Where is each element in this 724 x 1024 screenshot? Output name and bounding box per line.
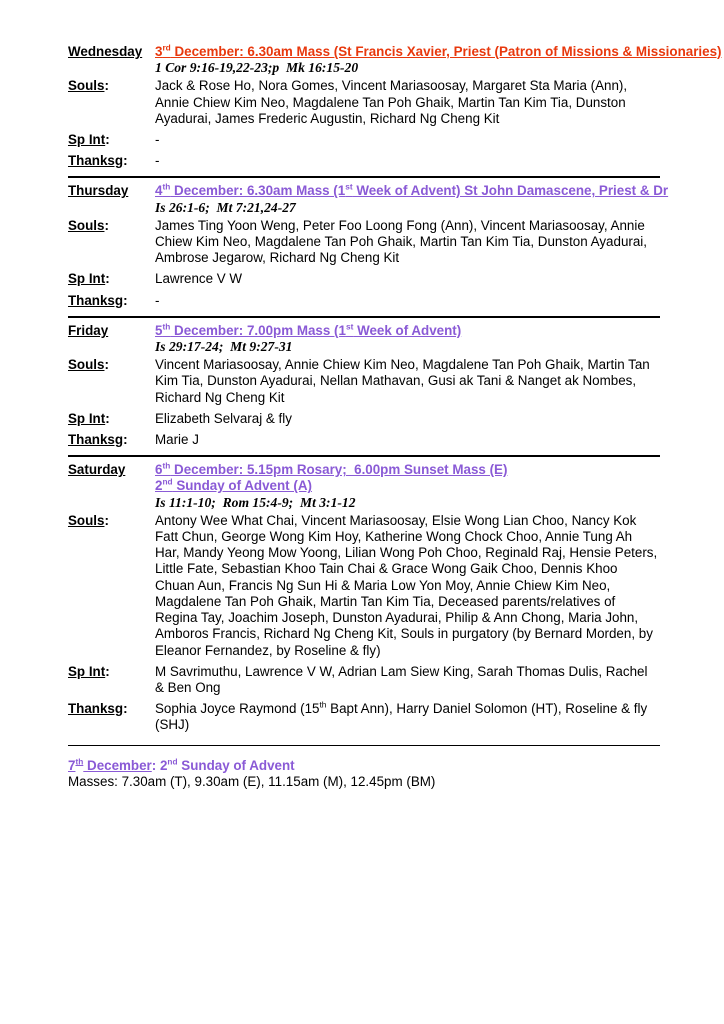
day-label: Saturday	[68, 462, 126, 478]
mass-heading-line: 2nd Sunday of Advent (A)	[155, 477, 312, 494]
schedule-row	[68, 664, 660, 696]
schedule-row	[68, 513, 660, 659]
schedule-row	[68, 132, 660, 148]
section-heading-row	[68, 323, 660, 355]
schedule-section	[68, 42, 722, 178]
mass-heading-line: 6th December: 5.15pm Rosary; 6.00pm Sunset Mass (E)	[155, 460, 508, 478]
section-rows	[68, 357, 660, 448]
section-divider	[68, 316, 660, 318]
section-rows	[68, 218, 660, 309]
row-label: Souls:	[68, 512, 109, 528]
schedule-row	[68, 271, 660, 287]
section-rows	[68, 78, 660, 169]
row-label: Thanksg:	[68, 701, 128, 717]
section-divider	[68, 455, 660, 457]
section-divider	[68, 745, 660, 746]
mass-heading	[155, 323, 660, 355]
mass-heading	[155, 462, 660, 511]
schedule-row	[68, 357, 660, 406]
row-label: Sp Int:	[68, 132, 110, 148]
mass-heading-line: 5th December: 7.00pm Mass (1st Week of Advent)	[155, 321, 462, 338]
schedule-section	[68, 462, 660, 745]
schedule-section	[68, 181, 669, 317]
scripture-reference: Is 29:17-24; Mt 9:27-31	[155, 339, 293, 355]
row-label: Sp Int:	[68, 271, 110, 287]
row-label: Thanksg:	[68, 292, 128, 308]
scripture-reference: Is 26:1-6; Mt 7:21,24-27	[155, 199, 296, 215]
row-label: Sp Int:	[68, 410, 110, 426]
mass-heading-line: 3rd December: 6.30am Mass (St Francis Xavier, Priest (Patron of Missions & Missionaries)	[155, 42, 722, 59]
section-divider	[68, 176, 660, 178]
row-value: Vincent Mariasoosay, Annie Chiew Kim Neo, Magdalene Tan Poh Ghaik, Martin Tan Kim Tia, Dunston Ayadurai, Nellan Mathavan, Gusi ak Tani & Nanget ak Nombes, Richard Ng Cheng Kit	[155, 357, 654, 405]
row-label: Sp Int:	[68, 663, 110, 679]
section-rows	[68, 513, 660, 734]
schedule-row	[68, 78, 660, 127]
schedule-row	[68, 411, 660, 427]
section-heading-row	[68, 42, 722, 76]
day-label: Wednesday	[68, 44, 143, 59]
row-label: Thanksg:	[68, 153, 128, 169]
sections-container	[68, 42, 722, 746]
schedule-row	[68, 701, 660, 733]
row-label: Souls:	[68, 217, 109, 233]
scripture-reference: Is 11:1-10; Rom 15:4-9; Mt 3:1-12	[155, 494, 356, 510]
row-value: Jack & Rose Ho, Nora Gomes, Vincent Mariasoosay, Margaret Sta Maria (Ann), Annie Chiew Kim Neo, Magdalene Tan Poh Ghaik, Martin Tan Kim Tia, Dunston Ayadurai, James Frederic Augustin, Richard Ng Cheng Kit	[155, 78, 631, 126]
row-value: -	[155, 132, 160, 148]
schedule-section	[68, 323, 660, 457]
day-label: Friday	[68, 322, 109, 338]
row-label: Souls:	[68, 78, 109, 94]
section-heading-row	[68, 181, 669, 215]
row-value: James Ting Yoon Weng, Peter Foo Loong Fong (Ann), Vincent Mariasoosay, Annie Chiew Kim Neo, Magdalene Tan Poh Ghaik, Martin Tan Kim Tia, Dunston Ayadurai, Ambrose Jegarow, Richard Ng Cheng Kit	[155, 217, 650, 266]
row-value: M Savrimuthu, Lawrence V W, Adrian Lam Siew King, Sarah Thomas Dulis, Rachel & Ben Ong	[155, 663, 652, 695]
row-label: Thanksg:	[68, 432, 128, 448]
schedule-row	[68, 293, 660, 309]
row-value: Sophia Joyce Raymond (15th Bapt Ann), Harry Daniel Solomon (HT), Roseline & fly (SHJ)	[155, 699, 651, 733]
schedule-row	[68, 432, 660, 448]
sunday-masses: Masses: 7.30am (T), 9.30am (E), 11.15am (M), 12.45pm (BM)	[68, 773, 436, 789]
row-value: Lawrence V W	[155, 271, 243, 287]
row-label: Souls:	[68, 357, 109, 373]
mass-heading	[155, 181, 669, 215]
section-heading-row	[68, 462, 660, 511]
row-value: Elizabeth Selvaraj & fly	[155, 410, 292, 426]
day-label: Thursday	[68, 183, 129, 199]
sunday-heading: 7th December: 2nd Sunday of Advent	[68, 756, 295, 773]
footer-block	[68, 758, 660, 790]
row-value: Antony Wee What Chai, Vincent Mariasoosay, Elsie Wong Lian Choo, Nancy Kok Fatt Chun, George Wong Kim Hoy, Katherine Wong Chock Choo, Annie Tung Ah Har, Mandy Yeong Mow Yoong, Lilian Wong Poh Choo, Reginald Raj, Hensie Peters, Little Fate, Sebastian Khoo Tain Chai & Grace Wong Gaik Choo, Dennis Khoo Chuan Aun, Francis Ng Sun Hi & Maria Low Yon Moy, Annie Chiew Kim Neo, Magdalene Tan Poh Ghaik, Martin Tan Kim Tia, Deceased parents/relatives of Regina Tay, Joachim Joseph, Dunston Ayadurai, Philip & Ann Chong, Maria John, Amboros Francis, Richard Ng Cheng Kit, Souls in purgatory (by Bernard Morden, by Eleanor Fernandez, by Roseline & fly)	[155, 512, 661, 658]
scripture-reference: 1 Cor 9:16-19,22-23;p Mk 16:15-20	[155, 60, 359, 76]
row-value: -	[155, 292, 160, 308]
mass-heading-line: 4th December: 6.30am Mass (1st Week of Advent) St John Damascene, Priest & Dr	[155, 181, 669, 199]
schedule-row	[68, 218, 660, 267]
schedule-row	[68, 153, 660, 169]
row-value: -	[155, 153, 160, 169]
row-value: Marie J	[155, 432, 199, 448]
mass-heading	[155, 42, 722, 76]
